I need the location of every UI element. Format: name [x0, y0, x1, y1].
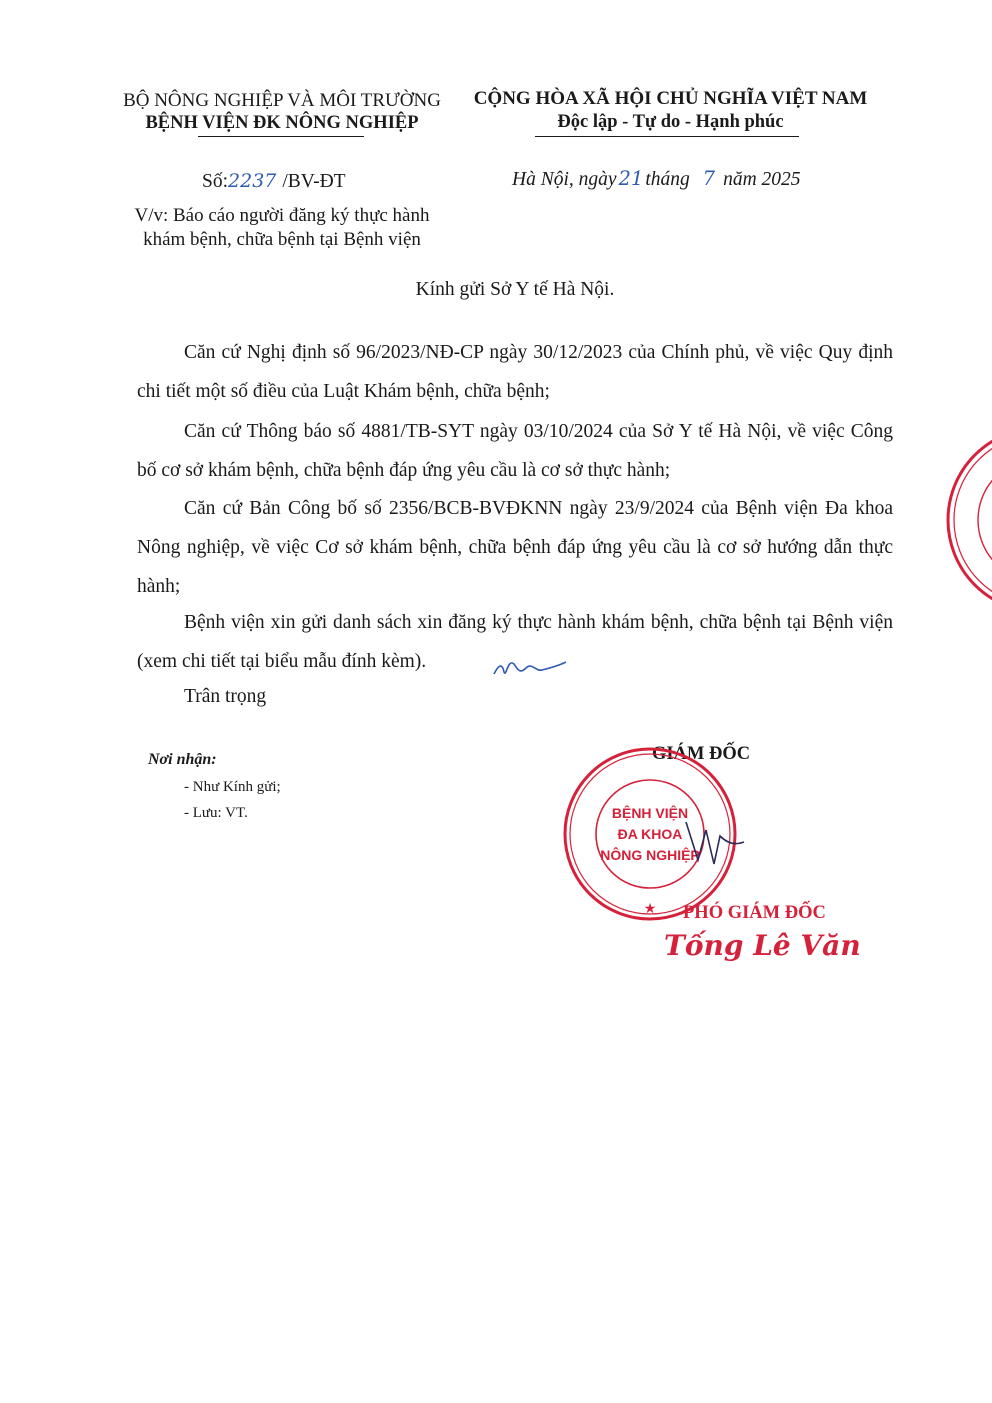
reference-number — [202, 170, 346, 193]
paragraph-3-text: Căn cứ Bản Công bố số 2356/BCB-BVĐKNN ngày 23/9/2024 của Bệnh viện Đa khoa Nông nghiệp, về việc Cơ sở khám bệnh, chữa bệnh đáp ứng yêu cầu là cơ sở hướng dẫn thực hành; — [137, 498, 893, 597]
closing: Trân trọng — [184, 686, 267, 707]
signature-scribble — [680, 812, 750, 872]
hospital-underline — [198, 136, 364, 137]
deputy-title: PHÓ GIÁM ĐỐC — [683, 903, 826, 923]
paragraph-1-text: Căn cứ Nghị định số 96/2023/NĐ-CP ngày 30/12/2023 của Chính phủ, về việc Quy định chi tiết một số điều của Luật Khám bệnh, chữa bệnh; — [137, 342, 893, 402]
date-place: Hà Nội, ngày — [512, 169, 617, 190]
reference-prefix: Số: — [202, 171, 229, 192]
national-motto: Độc lập - Tự do - Hạnh phúc — [557, 112, 784, 132]
stamp-line: NÔNG NGHIỆP — [600, 847, 700, 863]
hospital-name: BỆNH VIỆN ĐK NÔNG NGHIỆP — [145, 113, 419, 133]
subject-line-2: khám bệnh, chữa bệnh tại Bệnh viện — [143, 229, 421, 250]
paragraph-4-text: Bệnh viện xin gửi danh sách xin đăng ký thực hành khám bệnh, chữa bệnh tại Bệnh viện (xem chi tiết tại biểu mẫu đính kèm). — [137, 612, 893, 672]
paragraph-3 — [137, 489, 893, 606]
recipients-title: Nơi nhận: — [148, 751, 217, 768]
paragraph-2-text: Căn cứ Thông báo số 4881/TB-SYT ngày 03/10/2024 của Sở Y tế Hà Nội, về việc Công bố cơ sở khám bệnh, chữa bệnh đáp ứng yêu cầu là cơ sở thực hành; — [137, 421, 893, 481]
reference-suffix: /BV-ĐT — [282, 171, 346, 192]
ministry-name: BỘ NÔNG NGHIỆP VÀ MÔI TRƯỜNG — [123, 90, 441, 111]
motto-underline — [535, 136, 799, 137]
svg-text:★: ★ — [643, 901, 657, 917]
paragraph-2 — [137, 412, 893, 490]
initial-scribble — [490, 648, 570, 684]
signature-title: GIÁM ĐỐC — [652, 744, 751, 764]
recipients-item: - Lưu: VT. — [184, 805, 248, 821]
stamp-line: ĐA KHOA — [617, 826, 683, 842]
stamp-line: BỆNH VIỆN — [611, 805, 689, 821]
country-name: CỘNG HÒA XÃ HỘI CHỦ NGHĨA VIỆT NAM — [473, 88, 868, 109]
recipients-item: - Như Kính gửi; — [184, 779, 281, 795]
recipient: Kính gửi Sở Y tế Hà Nội. — [415, 279, 615, 300]
reference-handwritten-number: 2237 — [228, 170, 277, 192]
date-year: năm 2025 — [723, 169, 801, 190]
date-month-label: tháng — [645, 169, 690, 190]
paragraph-1 — [137, 333, 893, 411]
date-month: 7 — [702, 167, 716, 190]
signer-name: Tống Lê Văn — [664, 929, 861, 962]
document-date — [512, 167, 801, 191]
edge-seal — [940, 420, 992, 620]
date-day: 21 — [618, 167, 644, 190]
subject-line-1: V/v: Báo cáo người đăng ký thực hành — [134, 205, 430, 226]
